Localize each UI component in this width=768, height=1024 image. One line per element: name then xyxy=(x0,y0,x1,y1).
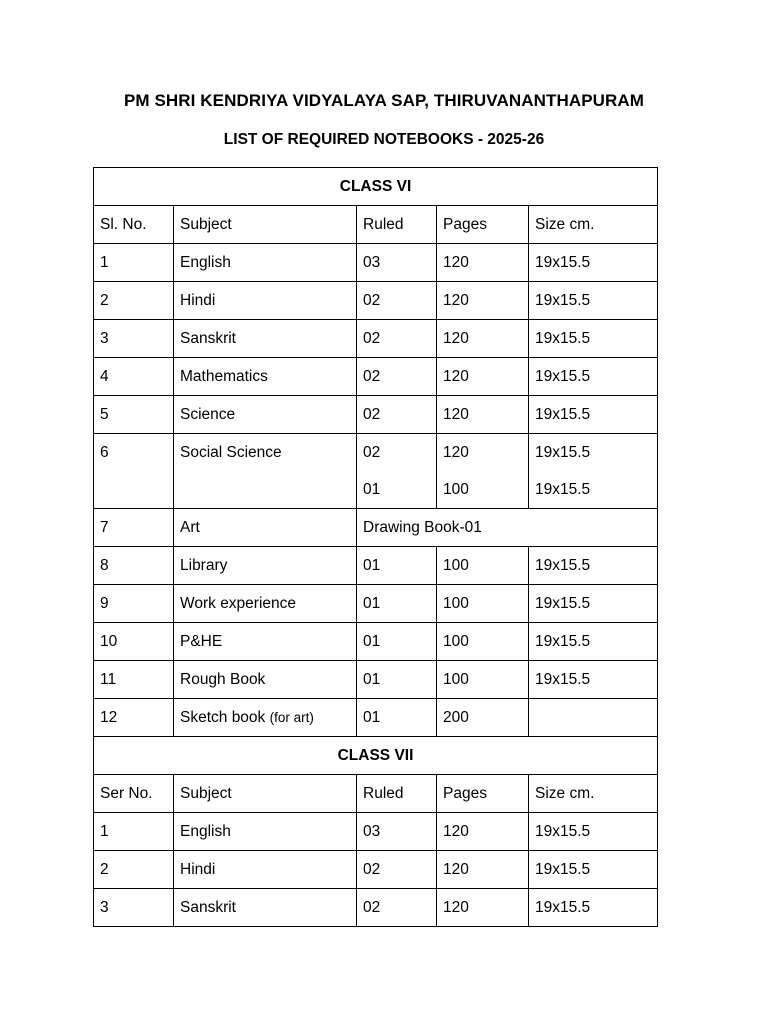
column-header-ser-no: Ser No. xyxy=(94,775,174,813)
table-row xyxy=(94,585,658,623)
table-row xyxy=(94,547,658,585)
cell-pages: 120 xyxy=(437,320,529,358)
cell-subject-text: Sketch book xyxy=(180,709,266,726)
cell-pages: 100 xyxy=(437,661,529,699)
cell-ruled: 02 xyxy=(357,889,437,927)
cell-pages: 120 xyxy=(437,396,529,434)
column-header-sl-no: Sl. No. xyxy=(94,206,174,244)
cell-subject: Art xyxy=(174,509,357,547)
cell-size: 19x15.5 xyxy=(529,396,658,434)
class6-header-row xyxy=(94,206,658,244)
cell-pages: 120 xyxy=(437,813,529,851)
cell-subject: English xyxy=(174,244,357,282)
cell-size: 19x15.5 xyxy=(529,547,658,585)
table-row xyxy=(94,244,658,282)
cell-subject: Sanskrit xyxy=(174,889,357,927)
cell-size-line-2: 19x15.5 xyxy=(535,481,591,498)
table-row xyxy=(94,813,658,851)
cell-ruled: 01 xyxy=(357,547,437,585)
cell-size: 19x15.5 xyxy=(529,813,658,851)
table-row xyxy=(94,623,658,661)
cell-ruled: 01 xyxy=(357,585,437,623)
cell-pages: 200 xyxy=(437,699,529,737)
class7-heading-row xyxy=(94,737,658,775)
cell-ruled: 01 xyxy=(357,623,437,661)
cell-subject: Rough Book xyxy=(174,661,357,699)
cell-no: 3 xyxy=(94,320,174,358)
cell-size: 19x15.5 xyxy=(529,889,658,927)
class7-heading: CLASS VII xyxy=(94,737,658,775)
cell-subject: Work experience xyxy=(174,585,357,623)
table-row xyxy=(94,434,658,509)
cell-pages: 100 xyxy=(437,623,529,661)
cell-subject-note: (for art) xyxy=(269,710,314,725)
cell-ruled: 03 xyxy=(357,244,437,282)
class7-header-row xyxy=(94,775,658,813)
column-header-ruled: Ruled xyxy=(357,206,437,244)
column-header-subject: Subject xyxy=(174,775,357,813)
cell-pages: 120 xyxy=(437,851,529,889)
cell-ruled: 02 xyxy=(357,851,437,889)
cell-no: 9 xyxy=(94,585,174,623)
cell-ruled: 02 xyxy=(357,320,437,358)
cell-pages: 100 xyxy=(437,547,529,585)
table-row xyxy=(94,889,658,927)
table-row xyxy=(94,699,658,737)
cell-size: 19x15.5 xyxy=(529,320,658,358)
cell-subject: Mathematics xyxy=(174,358,357,396)
column-header-size: Size cm. xyxy=(529,775,658,813)
table-row xyxy=(94,358,658,396)
column-header-ruled: Ruled xyxy=(357,775,437,813)
cell-ruled: 01 xyxy=(357,699,437,737)
cell-size: 19x15.5 xyxy=(529,358,658,396)
table-row xyxy=(94,396,658,434)
cell-subject: Sanskrit xyxy=(174,320,357,358)
column-header-subject: Subject xyxy=(174,206,357,244)
cell-size: 19x15.5 xyxy=(529,282,658,320)
school-title: PM SHRI KENDRIYA VIDYALAYA SAP, THIRUVANANTHAPURAM xyxy=(123,91,645,110)
table-row xyxy=(94,282,658,320)
table-row xyxy=(94,320,658,358)
cell-no: 3 xyxy=(94,889,174,927)
cell-no: 12 xyxy=(94,699,174,737)
cell-no: 7 xyxy=(94,509,174,547)
class6-heading: CLASS VI xyxy=(94,168,658,206)
cell-ruled xyxy=(357,434,437,509)
cell-pages: 100 xyxy=(437,585,529,623)
cell-subject: Hindi xyxy=(174,282,357,320)
table-row xyxy=(94,509,658,547)
cell-subject: Social Science xyxy=(174,434,357,509)
cell-ruled: 01 xyxy=(357,661,437,699)
cell-no: 2 xyxy=(94,851,174,889)
column-header-pages: Pages xyxy=(437,206,529,244)
cell-pages: 120 xyxy=(437,244,529,282)
cell-pages: 120 xyxy=(437,889,529,927)
cell-subject: Hindi xyxy=(174,851,357,889)
cell-subject: English xyxy=(174,813,357,851)
cell-size xyxy=(529,434,658,509)
cell-size: 19x15.5 xyxy=(529,623,658,661)
table-row xyxy=(94,851,658,889)
list-title: LIST OF REQUIRED NOTEBOOKS - 2025-26 xyxy=(223,131,545,148)
cell-size xyxy=(529,699,658,737)
cell-no: 10 xyxy=(94,623,174,661)
cell-pages: 120 xyxy=(437,282,529,320)
cell-subject: P&HE xyxy=(174,623,357,661)
cell-no: 1 xyxy=(94,813,174,851)
cell-note: Drawing Book-01 xyxy=(357,509,658,547)
cell-pages: 120 xyxy=(437,358,529,396)
cell-no: 8 xyxy=(94,547,174,585)
cell-ruled: 02 xyxy=(357,396,437,434)
cell-no: 11 xyxy=(94,661,174,699)
cell-no: 1 xyxy=(94,244,174,282)
cell-ruled-line-1: 02 xyxy=(363,444,381,461)
cell-no: 2 xyxy=(94,282,174,320)
cell-no: 4 xyxy=(94,358,174,396)
cell-pages-line-1: 120 xyxy=(443,444,469,461)
column-header-size: Size cm. xyxy=(529,206,658,244)
cell-ruled: 02 xyxy=(357,282,437,320)
cell-subject: Library xyxy=(174,547,357,585)
cell-size: 19x15.5 xyxy=(529,851,658,889)
cell-size-line-1: 19x15.5 xyxy=(535,444,591,461)
class6-heading-row xyxy=(94,168,658,206)
cell-ruled: 03 xyxy=(357,813,437,851)
cell-ruled: 02 xyxy=(357,358,437,396)
cell-pages-line-2: 100 xyxy=(443,481,469,498)
cell-pages xyxy=(437,434,529,509)
cell-size: 19x15.5 xyxy=(529,661,658,699)
notebook-table xyxy=(93,167,658,927)
cell-subject: Science xyxy=(174,396,357,434)
column-header-pages: Pages xyxy=(437,775,529,813)
cell-subject xyxy=(174,699,357,737)
cell-no: 6 xyxy=(94,434,174,509)
table-row xyxy=(94,661,658,699)
cell-no: 5 xyxy=(94,396,174,434)
cell-ruled-line-2: 01 xyxy=(363,481,381,498)
cell-size: 19x15.5 xyxy=(529,244,658,282)
cell-size: 19x15.5 xyxy=(529,585,658,623)
